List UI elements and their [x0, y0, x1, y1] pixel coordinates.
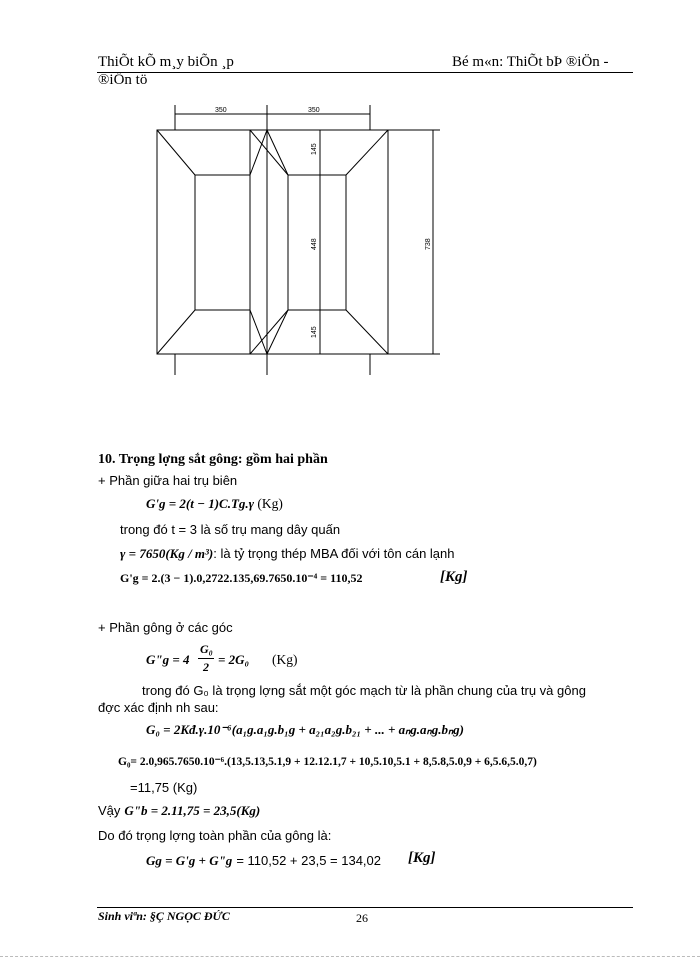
section-heading: 10. Trọng lợng sắt gông: gồm hai phần	[98, 452, 328, 467]
eq1-calc: G'g = 2.(3 − 1).0,2722.135,69.7650.10⁻⁴ = 110,52	[120, 571, 363, 585]
eq2-den: 2	[203, 660, 209, 674]
eq1-unit: (Kg)	[257, 496, 283, 511]
vay-label: Vậy	[98, 803, 121, 818]
eq2-unit: (Kg)	[272, 652, 298, 667]
eq5-unit: [Kg]	[408, 850, 436, 866]
g0-desc-line1: trong đó G₀ là trọng lợng sắt một góc mạch từ là phần chung của trụ và gông	[142, 683, 586, 698]
gamma-line	[120, 545, 455, 563]
header-left: ThiÕt kÕ m¸y biÕn ¸p	[98, 54, 234, 70]
dim-v-bottom: 145	[311, 326, 318, 338]
page-number: 26	[356, 911, 368, 925]
eq2-num: G₀	[200, 642, 213, 656]
total-desc: Do đó trọng lợng toàn phần của gông là:	[98, 828, 332, 843]
page-bottom-border	[0, 956, 700, 957]
eq1: G'g = 2(t − 1)C.Tg.γ (Kg)	[146, 496, 283, 511]
eq2-lhs: G"g = 4	[146, 652, 190, 667]
gamma-desc: : là tỷ trọng thép MBA đối với tôn cán lạnh	[213, 546, 455, 561]
eq3: G₀ = 2Kđ.γ.10⁻⁶(a₁g.a₁g.b₁g + a₂₁a₂g.b₂₁ + ... + aₙg.aₙg.bₙg)	[146, 722, 464, 737]
core-drawing	[140, 100, 460, 390]
header-rule	[97, 72, 633, 73]
eq5-lhs: Gg = G'g + G"g	[146, 853, 233, 868]
gamma-eq: γ = 7650(Kg / m³)	[120, 546, 214, 561]
dim-top-right: 350	[308, 107, 320, 114]
eq5	[146, 852, 381, 870]
part1-title: + Phần giữa hai trụ biên	[98, 473, 238, 488]
eq3-calc: G₀= 2.0,965.7650.10⁻⁶.(13,5.13,5.1,9 + 12.12.1,7 + 10,5.10,5.1 + 8,5.8,5.0,9 + 6,5.6,5.0,7)	[118, 756, 537, 768]
dim-v-middle: 448	[311, 238, 318, 250]
dim-v-top: 145	[311, 143, 318, 155]
eq2-rhs: = 2G₀	[218, 652, 250, 667]
dim-top-left: 350	[215, 107, 227, 114]
dim-total-height: 738	[425, 238, 432, 250]
eq1-calc-unit: [Kg]	[440, 569, 468, 585]
right-frame-outer	[250, 130, 388, 354]
header-left-line2: ®iÖn tö	[98, 72, 148, 88]
g0-desc-line2: đợc xác định nh sau:	[98, 700, 219, 715]
t-desc: trong đó t = 3 là số trụ mang dây quấn	[120, 522, 341, 537]
header-right: Bé m«n: ThiÕt bÞ ®iÖn -	[452, 54, 609, 70]
part2-title: + Phần gông ở các góc	[98, 620, 233, 635]
footer-rule	[97, 907, 633, 908]
eq5-rhs: = 110,52 + 23,5 = 134,02	[236, 853, 382, 868]
footer-left: Sinh viªn: §Ç NGỌC ĐỨC	[98, 909, 230, 923]
eq4: G"b = 2.11,75 = 23,5(Kg)	[124, 803, 261, 818]
eq3-result: =11,75 (Kg)	[130, 780, 198, 795]
left-window	[195, 175, 250, 310]
vay-line	[98, 802, 260, 820]
